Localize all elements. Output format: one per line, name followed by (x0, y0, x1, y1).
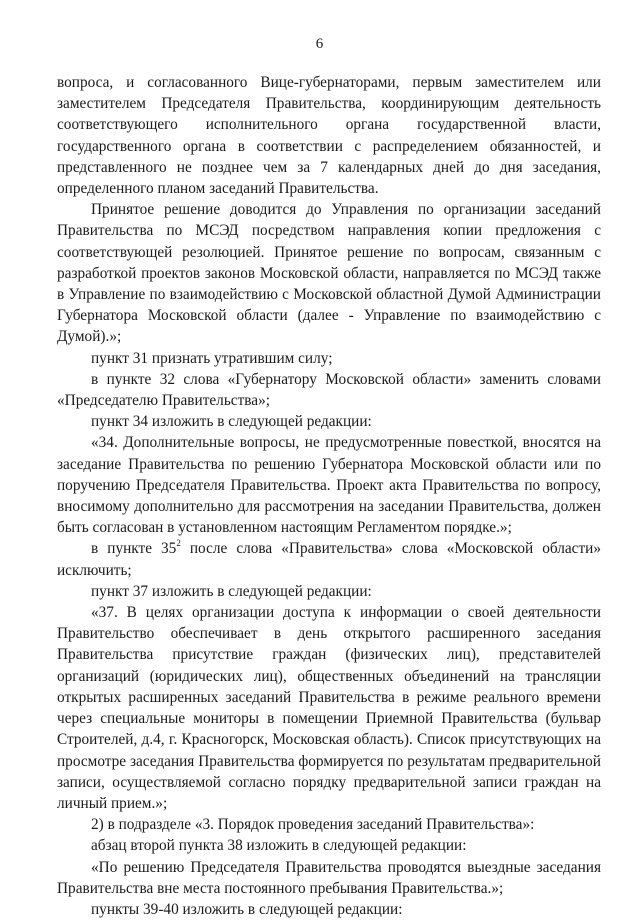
paragraph-9: «37. В целях организации доступа к информации о своей деятельности Правительство обеспечивает в день открытого расширенного заседания Правительства присутствие граждан (физических лиц), представителей организаций (юридических лиц), общественных объединений на трансляции открытых расширенных заседаний Правительства в режиме реального времени через специальные мониторы в помещении Приемной Правительства (бульвар Строителей, д.4, г. Красногорск, Московская область). Список присутствующих на просмотре заседания Правительства формируется по результатам предварительной записи, осуществляемой согласно порядку предварительной записи граждан на личный прием.»; (57, 604, 601, 812)
paragraph-7 (57, 538, 601, 580)
page-number: 6 (315, 36, 324, 52)
paragraph-12: «По решению Председателя Правительства проводятся выездные заседания Правительства вне места постоянного пребывания Правительства.»; (57, 858, 601, 897)
paragraph-5: пункт 34 изложить в следующей редакции: (91, 413, 372, 431)
paragraph-1: вопроса, и согласованного Вице-губернаторами, первым заместителем или заместителем Председателя Правительства, координирующим деятельность соответствующего исполнительного органа государственной власти, государственного органа в соответствии с распределением обязанностей, и представленного не позднее чем за 7 календарных дней до дня заседания, определенного планом заседаний Правительства. (57, 74, 601, 198)
paragraph-7-text-after: после слова «Правительства» слова «Московской области» исключить; (57, 540, 601, 579)
paragraph-6: «34. Дополнительные вопросы, не предусмотренные повесткой, вносятся на заседание Правительства по решению Губернатора Московской области или по поручению Председателя Правительства. Проект акта Правительства по вопросу, вносимому дополнительно для рассмотрения на заседании Правительства, должен быть согласован в установленном настоящим Регламентом порядке.»; (57, 434, 601, 537)
paragraph-11: абзац второй пункта 38 изложить в следующей редакции: (91, 837, 467, 855)
paragraph-7-text-before: в пункте 35 (91, 540, 177, 558)
paragraph-13: пункты 39-40 изложить в следующей редакции: (91, 900, 403, 918)
paragraph-2: Принятое решение доводится до Управления по организации заседаний Правительства по МСЭД посредством направления копии предложения с соответствующей резолюцией. Принятое решение по вопросам, связанным с разработкой проектов законов Московской области, направляется по МСЭД также в Управление по взаимодействию с Московской областной Думой Администрации Губернатора Московской области (далее - Управление по взаимодействию с Думой).»; (57, 201, 601, 346)
document-body (57, 72, 601, 920)
paragraph-8: пункт 37 изложить в следующей редакции: (91, 582, 372, 600)
paragraph-4: в пункте 32 слова «Губернатору Московской области» заменить словами «Председателю Правительства»; (57, 370, 601, 410)
paragraph-10: 2) в подразделе «3. Порядок проведения заседаний Правительства»: (91, 816, 535, 834)
superscript-index: 2 (176, 538, 181, 549)
paragraph-3: пункт 31 признать утратившим силу; (91, 349, 333, 367)
